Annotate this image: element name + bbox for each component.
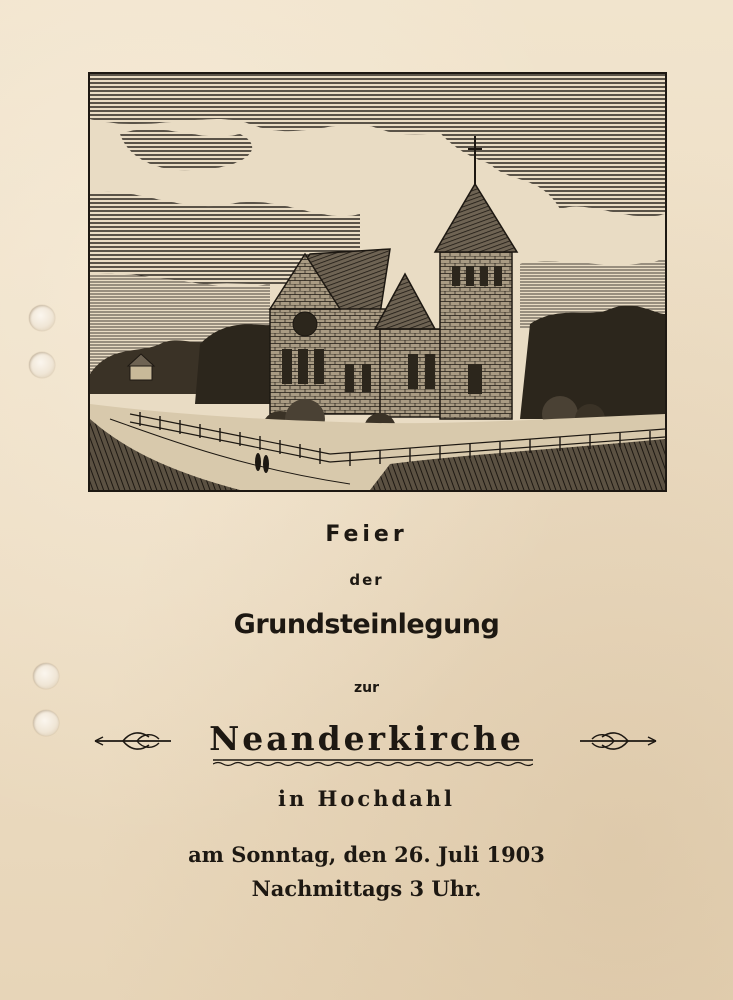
church-engraving xyxy=(88,72,667,492)
church-name-underline xyxy=(213,757,533,767)
subject-grundsteinlegung: Grundsteinlegung xyxy=(233,609,500,640)
time-line: Nachmittags 3 Uhr. xyxy=(251,876,482,901)
church-illustration xyxy=(90,74,665,490)
title-feier: Feier xyxy=(325,522,408,547)
date-line: am Sonntag, den 26. Juli 1903 xyxy=(188,842,545,867)
punch-hole xyxy=(29,305,55,331)
flourish-right-ornament xyxy=(578,727,658,755)
punch-hole xyxy=(29,352,55,378)
location-line: in Hochdahl xyxy=(278,786,455,811)
word-zur: zur xyxy=(353,680,380,696)
church-name: Neanderkirche xyxy=(209,719,524,758)
word-der: der xyxy=(349,571,384,589)
